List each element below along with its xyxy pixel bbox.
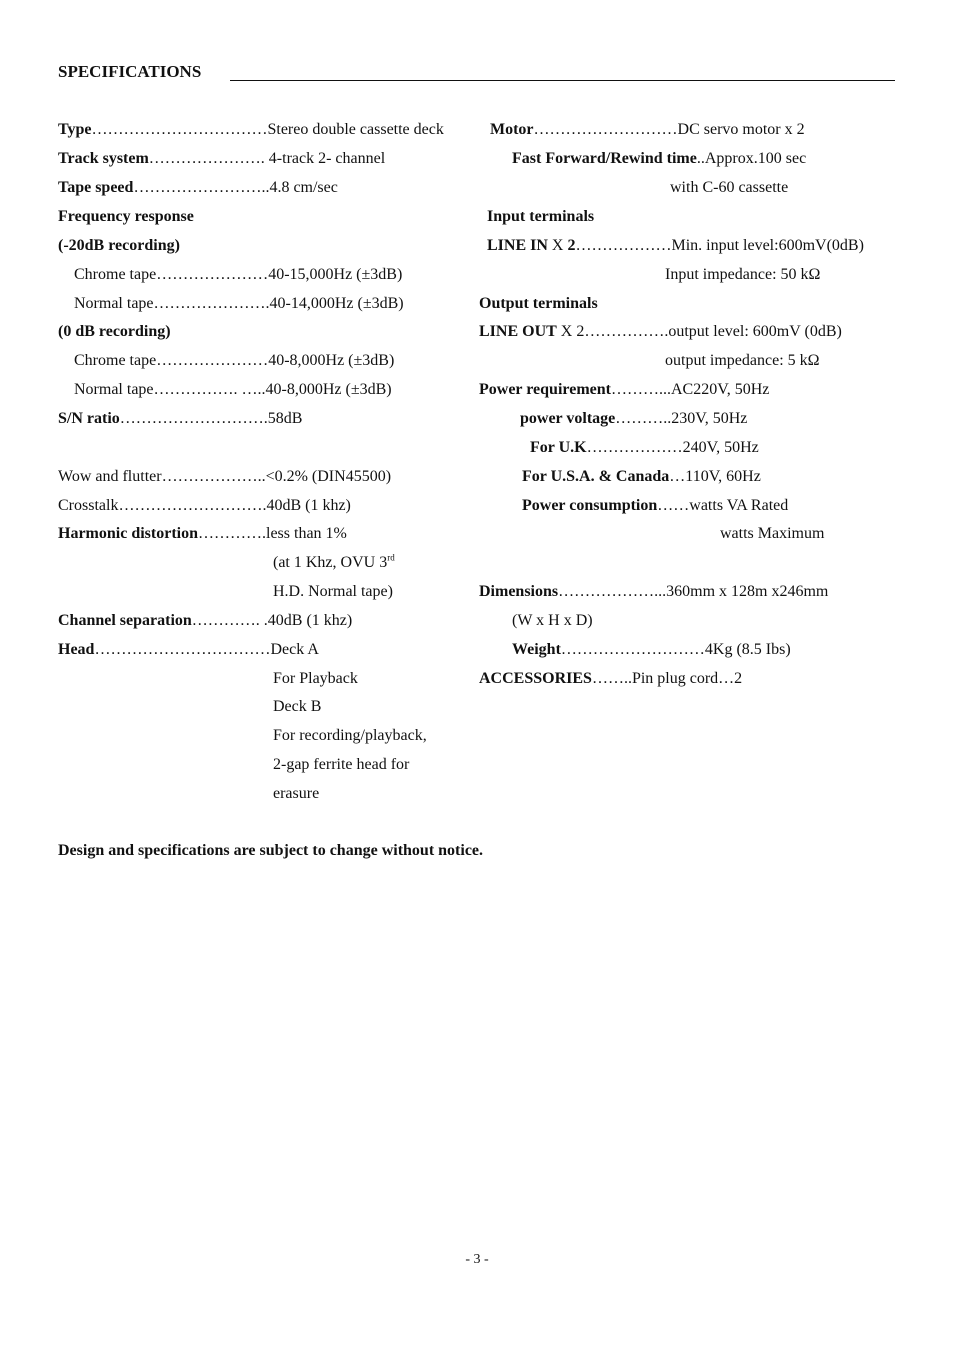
spec-value: output impedance: 5 kΩ (665, 352, 820, 369)
spec-line (530, 438, 759, 458)
spec-line (58, 496, 351, 516)
spec-value: …………………. 4-track 2- channel (148, 150, 386, 167)
spec-label: Head (58, 641, 95, 658)
spec-label: Frequency response (58, 208, 194, 225)
spec-line (58, 640, 319, 660)
spec-value: ..Approx.100 sec (696, 150, 807, 167)
spec-line (273, 582, 393, 602)
spec-line (273, 669, 358, 689)
spec-label: Power requirement (479, 381, 611, 398)
spec-value: ……………………………Deck A (94, 641, 319, 658)
spec-label: Output terminals (479, 295, 598, 312)
spec-value: Chrome tape…………………40-8,000Hz (±3dB) (74, 352, 395, 369)
spec-value: (at 1 Khz, OVU 3 (273, 554, 388, 571)
spec-value: Crosstalk……………………….40dB (1 khz) (58, 497, 351, 514)
page-title: SPECIFICATIONS (58, 62, 202, 81)
spec-label: Motor (490, 121, 534, 138)
spec-line (479, 669, 742, 689)
spec-label: Track system (58, 150, 149, 167)
spec-line (665, 265, 820, 285)
spec-line (479, 380, 769, 400)
spec-value: Input impedance: 50 kΩ (665, 266, 821, 283)
spec-line (58, 149, 385, 169)
spec-line (520, 409, 747, 429)
spec-label: Type (58, 121, 92, 138)
disclaimer-note: Design and specifications are subject to change without notice. (58, 842, 484, 859)
spec-value: ………...AC220V, 50Hz (610, 381, 770, 398)
spec-label: Weight (512, 641, 561, 658)
spec-value: Normal tape………………….40-14,000Hz (±3dB) (74, 295, 404, 312)
spec-value: erasure (273, 785, 320, 802)
spec-line (479, 294, 598, 314)
spec-line (665, 351, 820, 371)
spec-label: (0 dB recording) (58, 323, 171, 340)
spec-value: ………………Min. input level:600mV(0dB) (575, 237, 864, 254)
spec-line (273, 755, 409, 775)
spec-line (74, 265, 402, 285)
spec-value: ……………………………Stereo double cassette deck (91, 121, 444, 138)
spec-value: with C-60 cassette (670, 179, 789, 196)
spec-line (512, 149, 806, 169)
spec-value: ………..230V, 50Hz (615, 410, 748, 427)
spec-label: For U.K (530, 439, 587, 456)
spec-value: Deck B (273, 698, 322, 715)
spec-value: Normal tape……………. …..40-8,000Hz (±3dB) (74, 381, 392, 398)
spec-line (273, 726, 427, 746)
spec-value: ………………………DC servo motor x 2 (533, 121, 805, 138)
spec-label: Power consumption (522, 497, 658, 514)
page-number: - 3 - (465, 1252, 489, 1267)
spec-label: Dimensions (479, 583, 559, 600)
spec-label: S/N ratio (58, 410, 120, 427)
spec-label: Channel separation (58, 612, 192, 629)
spec-value: ………………...360mm x 128m x246mm (558, 583, 829, 600)
spec-line (74, 351, 394, 371)
spec-value: X 2…………….output level: 600mV (0dB) (556, 323, 842, 340)
spec-line (487, 236, 864, 256)
spec-value: For Playback (273, 670, 358, 687)
spec-value: watts Maximum (720, 525, 825, 542)
spec-line (58, 467, 391, 487)
spec-line (58, 178, 338, 198)
spec-line (720, 524, 824, 544)
spec-line (58, 409, 302, 429)
spec-line (58, 524, 347, 544)
spec-line (512, 611, 593, 631)
spec-line (58, 236, 180, 256)
spec-line (273, 784, 319, 804)
title-rule (230, 80, 895, 81)
spec-value: X (547, 237, 568, 254)
spec-label: power voltage (520, 410, 616, 427)
spec-label: Fast Forward/Rewind time (512, 150, 697, 167)
spec-line (58, 611, 352, 631)
spec-line (74, 380, 392, 400)
spec-value: 2-gap ferrite head for (273, 756, 410, 773)
spec-line (512, 640, 791, 660)
spec-label: LINE OUT (479, 323, 557, 340)
spec-value: Wow and flutter………………..<0.2% (DIN45500) (58, 468, 392, 485)
spec-value: ……watts VA Rated (657, 497, 789, 514)
spec-superscript: rd (387, 552, 395, 563)
spec-label: Harmonic distortion (58, 525, 198, 542)
spec-value: ………….less than 1% (198, 525, 347, 542)
spec-value: ………………240V, 50Hz (586, 439, 759, 456)
spec-value: H.D. Normal tape) (273, 583, 393, 600)
spec-label: ACCESSORIES (479, 670, 592, 687)
spec-line (273, 697, 321, 717)
spec-value: (W x H x D) (512, 612, 593, 629)
spec-label: Input terminals (487, 208, 595, 225)
spec-line (58, 322, 171, 342)
spec-line (58, 120, 444, 140)
spec-label: Tape speed (58, 179, 134, 196)
spec-value: ……………………….58dB (119, 410, 303, 427)
spec-value: …………. .40dB (1 khz) (191, 612, 353, 629)
spec-value: ……………………..4.8 cm/sec (133, 179, 338, 196)
spec-line (490, 120, 805, 140)
spec-line (74, 294, 404, 314)
spec-value: ……..Pin plug cord…2 (591, 670, 743, 687)
spec-value: …110V, 60Hz (669, 468, 761, 485)
spec-label: For U.S.A. & Canada (522, 468, 670, 485)
spec-label: 2 (567, 237, 576, 254)
spec-value: For recording/playback, (273, 727, 427, 744)
spec-line (522, 496, 788, 516)
spec-line (670, 178, 788, 198)
spec-line (58, 207, 194, 227)
spec-line (522, 467, 761, 487)
spec-line (487, 207, 594, 227)
spec-label: LINE IN (487, 237, 548, 254)
spec-line (273, 553, 395, 573)
spec-value: ………………………4Kg (8.5 Ibs) (560, 641, 791, 658)
spec-line (479, 582, 828, 602)
spec-line (479, 322, 842, 342)
spec-label: (-20dB recording) (58, 237, 180, 254)
spec-value: Chrome tape…………………40-15,000Hz (±3dB) (74, 266, 403, 283)
